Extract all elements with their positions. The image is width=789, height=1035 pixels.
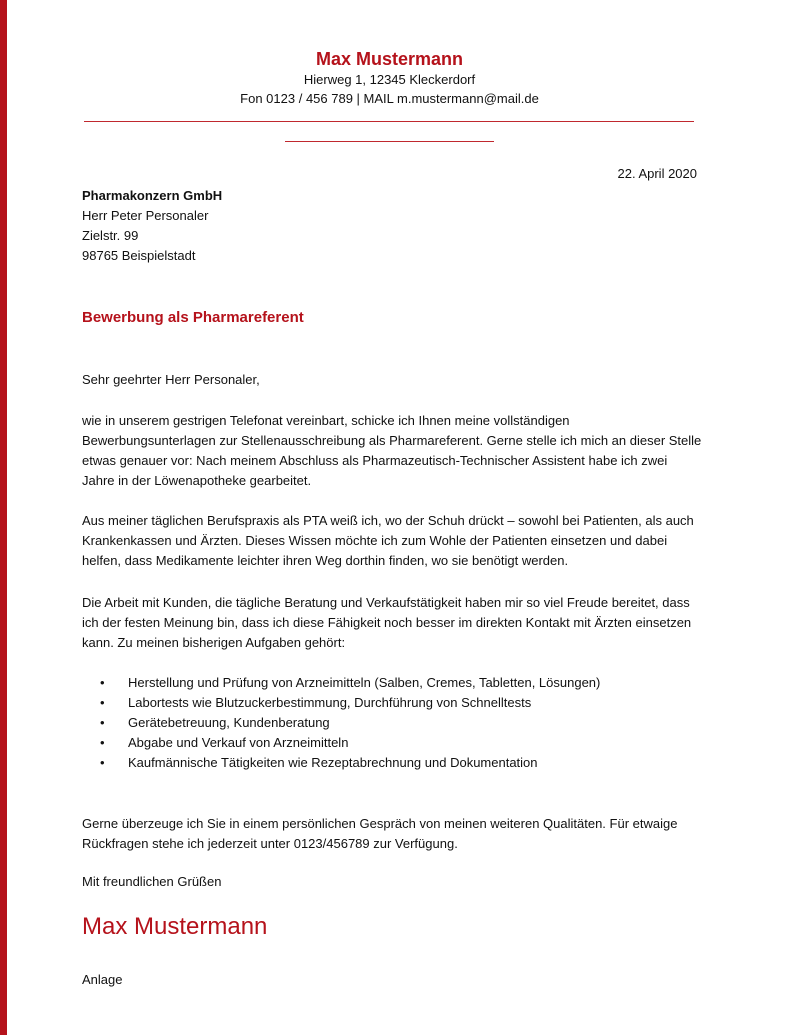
bullet-icon: •: [100, 675, 105, 690]
sender-address: Hierweg 1, 12345 Kleckerdorf: [303, 72, 476, 87]
list-item: [100, 693, 600, 713]
list-item-text: Labortests wie Blutzuckerbestimmung, Durchführung von Schnelltests: [128, 695, 532, 710]
bullet-icon: •: [100, 755, 105, 770]
accent-side-bar: [0, 0, 7, 1035]
header-short-divider: [285, 141, 494, 142]
task-list: [100, 673, 600, 773]
recipient-city: 98765 Beispielstadt: [82, 248, 196, 263]
attachment-note: Anlage: [82, 972, 123, 987]
list-item-text: Kaufmännische Tätigkeiten wie Rezeptabrechnung und Dokumentation: [128, 755, 538, 770]
paragraph-2: Aus meiner täglichen Berufspraxis als PTA weiß ich, wo der Schuh drückt – sowohl bei Patienten, als auch Krankenkassen und Ärzten. Dieses Wissen möchte ich zum Wohle der Patienten einsetzen und dabei helfen, dass Medikamente leichter ihren Weg dorthin finden, wo sie benötigt werden.: [82, 513, 694, 568]
sender-contact: Fon 0123 / 456 789 | MAIL m.mustermann@mail.de: [240, 91, 539, 106]
list-item-text: Abgabe und Verkauf von Arzneimitteln: [128, 735, 349, 750]
list-item: [100, 733, 600, 753]
recipient-address: [82, 186, 222, 266]
signature-name: Max Mustermann: [82, 913, 268, 940]
sender-name: Max Mustermann: [315, 49, 464, 69]
list-item: [100, 713, 600, 733]
recipient-street: Zielstr. 99: [82, 228, 139, 243]
recipient-person: Herr Peter Personaler: [82, 208, 209, 223]
recipient-company: Pharmakonzern GmbH: [82, 188, 223, 203]
list-item-text: Gerätebetreuung, Kundenberatung: [128, 715, 330, 730]
list-item: [100, 673, 600, 693]
list-item: [100, 753, 600, 773]
salutation: Sehr geehrter Herr Personaler,: [82, 372, 260, 387]
bullet-icon: •: [100, 695, 105, 710]
paragraph-1: wie in unserem gestrigen Telefonat vereinbart, schicke ich Ihnen meine vollständigen Bewerbungsunterlagen zur Stellenausschreibung als Pharmareferent. Gerne stelle ich mich an dieser Stelle etwas genauer vor: Nach meinem Abschluss als Pharmazeutisch-Technischer Assistent habe ich zwei Jahre in der Löwenapotheke gearbeitet.: [82, 413, 702, 488]
closing-paragraph: Gerne überzeuge ich Sie in einem persönlichen Gespräch von meinen weiteren Qualitäten. Für etwaige Rückfragen stehe ich jederzeit unter 0123/456789 zur Verfügung.: [82, 816, 678, 851]
closing-phrase: Mit freundlichen Grüßen: [82, 874, 222, 889]
letter-header: [0, 48, 779, 108]
list-item-text: Herstellung und Prüfung von Arzneimitteln (Salben, Cremes, Tabletten, Lösungen): [128, 675, 601, 690]
bullet-icon: •: [100, 715, 105, 730]
paragraph-3: Die Arbeit mit Kunden, die tägliche Beratung und Verkaufstätigkeit haben mir so viel Freude bereitet, dass ich der festen Meinung bin, dass ich diese Fähigkeit noch besser im direkten Kontakt mit Ärzten einsetzen kann. Zu meinen bisherigen Aufgaben gehört:: [82, 595, 692, 650]
bullet-icon: •: [100, 735, 105, 750]
header-divider: [84, 121, 694, 122]
letter-subject: Bewerbung als Pharmareferent: [82, 309, 304, 326]
letter-date: 22. April 2020: [617, 166, 697, 181]
